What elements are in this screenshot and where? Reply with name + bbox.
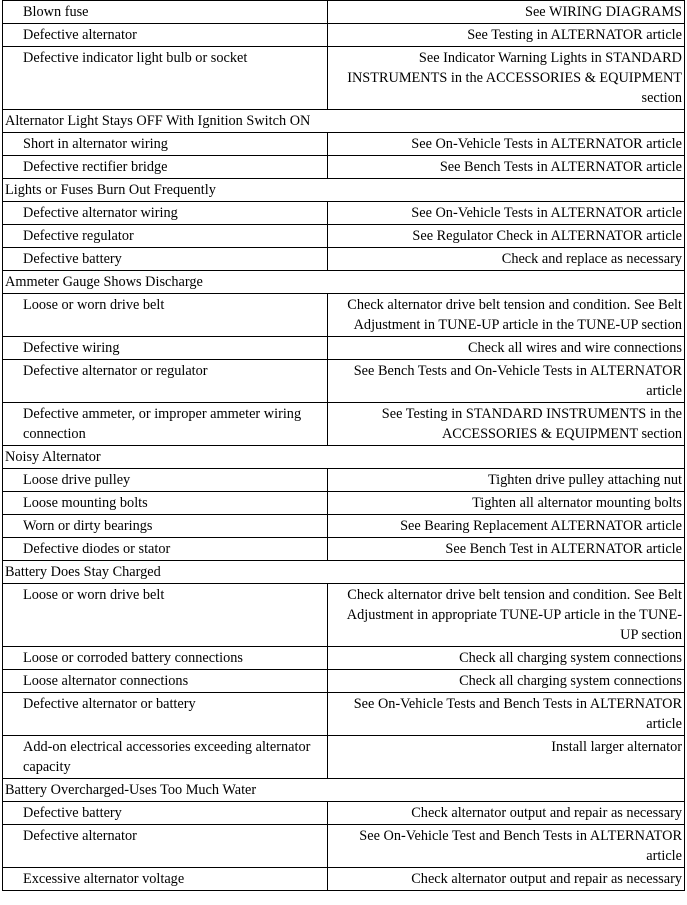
action-cell: Check alternator drive belt tension and condition. See Belt Adjustment in TUNE-UP article in the TUNE-UP section bbox=[328, 294, 685, 337]
condition-cell: Defective battery bbox=[3, 248, 328, 271]
condition-cell: Defective alternator bbox=[3, 825, 328, 868]
action-cell: Check all wires and wire connections bbox=[328, 337, 685, 360]
condition-cell: Worn or dirty bearings bbox=[3, 515, 328, 538]
action-cell: Check alternator output and repair as necessary bbox=[328, 802, 685, 825]
table-row bbox=[3, 825, 685, 868]
table-row bbox=[3, 24, 685, 47]
condition-cell: Loose or corroded battery connections bbox=[3, 647, 328, 670]
action-cell: See Regulator Check in ALTERNATOR article bbox=[328, 225, 685, 248]
table-row bbox=[3, 47, 685, 110]
table-row bbox=[3, 403, 685, 446]
section-header: Battery Overcharged-Uses Too Much Water bbox=[3, 779, 685, 802]
condition-cell: Loose alternator connections bbox=[3, 670, 328, 693]
table-row bbox=[3, 360, 685, 403]
condition-cell: Loose mounting bolts bbox=[3, 492, 328, 515]
section-header: Ammeter Gauge Shows Discharge bbox=[3, 271, 685, 294]
condition-cell: Loose or worn drive belt bbox=[3, 294, 328, 337]
table-row bbox=[3, 294, 685, 337]
condition-cell: Short in alternator wiring bbox=[3, 133, 328, 156]
condition-cell: Defective regulator bbox=[3, 225, 328, 248]
section-header: Battery Does Stay Charged bbox=[3, 561, 685, 584]
action-cell: See Indicator Warning Lights in STANDARD INSTRUMENTS in the ACCESSORIES & EQUIPMENT section bbox=[328, 47, 685, 110]
table-row bbox=[3, 538, 685, 561]
table-row bbox=[3, 868, 685, 891]
condition-cell: Defective alternator bbox=[3, 24, 328, 47]
condition-cell: Defective battery bbox=[3, 802, 328, 825]
condition-cell: Excessive alternator voltage bbox=[3, 868, 328, 891]
action-cell: Check all charging system connections bbox=[328, 670, 685, 693]
table-row bbox=[3, 202, 685, 225]
action-cell: See On-Vehicle Tests in ALTERNATOR article bbox=[328, 133, 685, 156]
action-cell: Check all charging system connections bbox=[328, 647, 685, 670]
action-cell: Check and replace as necessary bbox=[328, 248, 685, 271]
action-cell: See On-Vehicle Tests in ALTERNATOR article bbox=[328, 202, 685, 225]
table-row bbox=[3, 647, 685, 670]
condition-cell: Add-on electrical accessories exceeding alternator capacity bbox=[3, 736, 328, 779]
section-header-row bbox=[3, 446, 685, 469]
table-row bbox=[3, 492, 685, 515]
table-row bbox=[3, 584, 685, 647]
condition-cell: Loose drive pulley bbox=[3, 469, 328, 492]
table-row bbox=[3, 469, 685, 492]
condition-cell: Defective alternator or regulator bbox=[3, 360, 328, 403]
section-header-row bbox=[3, 179, 685, 202]
condition-cell: Defective diodes or stator bbox=[3, 538, 328, 561]
action-cell: See Testing in STANDARD INSTRUMENTS in the ACCESSORIES & EQUIPMENT section bbox=[328, 403, 685, 446]
table-row bbox=[3, 156, 685, 179]
action-cell: Tighten all alternator mounting bolts bbox=[328, 492, 685, 515]
section-header-row bbox=[3, 271, 685, 294]
condition-cell: Defective ammeter, or improper ammeter wiring connection bbox=[3, 403, 328, 446]
table-row bbox=[3, 1, 685, 24]
table-row bbox=[3, 802, 685, 825]
section-header: Lights or Fuses Burn Out Frequently bbox=[3, 179, 685, 202]
table-row bbox=[3, 225, 685, 248]
table-row bbox=[3, 337, 685, 360]
action-cell: Check alternator output and repair as necessary bbox=[328, 868, 685, 891]
condition-cell: Defective wiring bbox=[3, 337, 328, 360]
section-header-row bbox=[3, 779, 685, 802]
action-cell: Check alternator drive belt tension and condition. See Belt Adjustment in appropriate TUNE-UP article in the TUNE-UP section bbox=[328, 584, 685, 647]
condition-cell: Blown fuse bbox=[3, 1, 328, 24]
action-cell: Install larger alternator bbox=[328, 736, 685, 779]
section-header: Alternator Light Stays OFF With Ignition Switch ON bbox=[3, 110, 685, 133]
section-header: Noisy Alternator bbox=[3, 446, 685, 469]
table-row bbox=[3, 248, 685, 271]
table-row bbox=[3, 670, 685, 693]
action-cell: See Bench Tests and On-Vehicle Tests in ALTERNATOR article bbox=[328, 360, 685, 403]
action-cell: Tighten drive pulley attaching nut bbox=[328, 469, 685, 492]
condition-cell: Loose or worn drive belt bbox=[3, 584, 328, 647]
condition-cell: Defective alternator wiring bbox=[3, 202, 328, 225]
action-cell: See Testing in ALTERNATOR article bbox=[328, 24, 685, 47]
table-row bbox=[3, 693, 685, 736]
action-cell: See Bearing Replacement ALTERNATOR article bbox=[328, 515, 685, 538]
action-cell: See Bench Test in ALTERNATOR article bbox=[328, 538, 685, 561]
condition-cell: Defective alternator or battery bbox=[3, 693, 328, 736]
troubleshooting-table-body bbox=[3, 1, 685, 891]
table-row bbox=[3, 133, 685, 156]
action-cell: See Bench Tests in ALTERNATOR article bbox=[328, 156, 685, 179]
section-header-row bbox=[3, 561, 685, 584]
section-header-row bbox=[3, 110, 685, 133]
condition-cell: Defective rectifier bridge bbox=[3, 156, 328, 179]
troubleshooting-table bbox=[2, 0, 685, 891]
table-row bbox=[3, 736, 685, 779]
condition-cell: Defective indicator light bulb or socket bbox=[3, 47, 328, 110]
table-row bbox=[3, 515, 685, 538]
action-cell: See WIRING DIAGRAMS bbox=[328, 1, 685, 24]
action-cell: See On-Vehicle Test and Bench Tests in ALTERNATOR article bbox=[328, 825, 685, 868]
action-cell: See On-Vehicle Tests and Bench Tests in ALTERNATOR article bbox=[328, 693, 685, 736]
